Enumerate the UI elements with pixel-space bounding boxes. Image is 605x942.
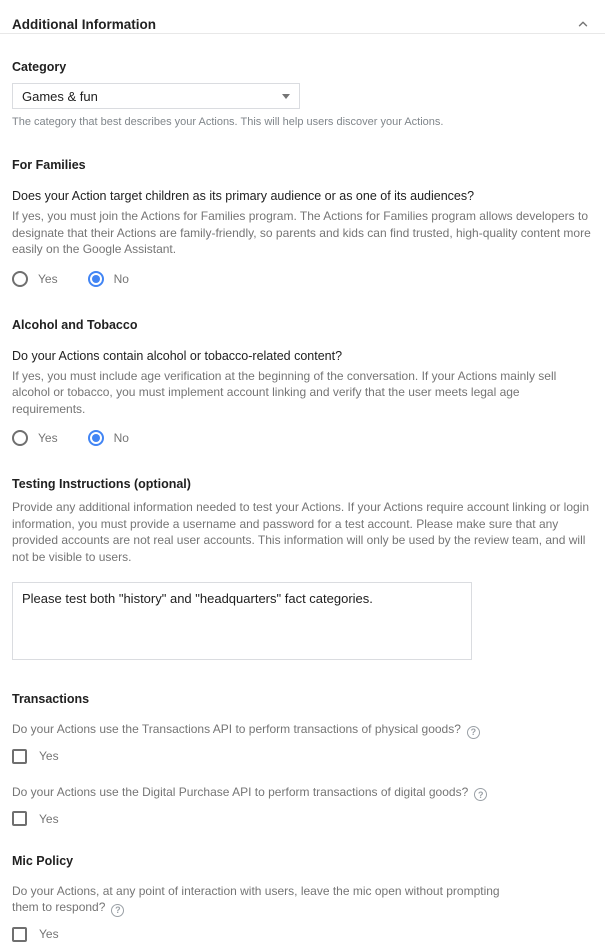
for-families-helper-text: If yes, you must join the Actions for Families program. The Actions for Families program allows developers to designate that their Actions are family-friendly, so parents and kids can find trusted, high-quality content more easily on the Google Assistant. xyxy=(12,209,591,256)
radio-button-icon[interactable] xyxy=(12,430,28,446)
checkbox-label: Yes xyxy=(39,927,59,941)
category-label: Category xyxy=(12,60,67,74)
checkbox-icon[interactable] xyxy=(12,927,27,942)
section-testing-instructions xyxy=(12,477,592,665)
transactions-physical-question xyxy=(12,721,592,739)
mic-policy-question xyxy=(12,883,512,917)
radio-button-icon[interactable] xyxy=(88,430,104,446)
transactions-digital-question xyxy=(12,784,592,802)
mic-policy-title: Mic Policy xyxy=(12,854,74,868)
testing-instructions-input[interactable] xyxy=(12,582,472,660)
radio-label: No xyxy=(113,271,129,286)
testing-instructions-helper-text: Provide any additional information needed to test your Actions. If your Actions require account linking or login information, you must provide a username and password for a test account. Please make sure that any provided accounts are not real user accounts. This information will only be used by the review team, and will not be visible to users. xyxy=(12,500,590,564)
panel-header xyxy=(12,0,592,33)
transactions-physical-checkbox-row[interactable] xyxy=(12,749,592,764)
mic-policy-checkbox-row[interactable] xyxy=(12,927,592,942)
transactions-digital-checkbox-row[interactable] xyxy=(12,811,592,826)
radio-button-icon[interactable] xyxy=(88,271,104,287)
radio-button-icon[interactable] xyxy=(12,271,28,287)
section-category xyxy=(12,60,592,128)
collapse-section-button[interactable] xyxy=(574,15,592,33)
question-text: Do your Actions use the Transactions API to perform transactions of physical goods? xyxy=(12,722,461,736)
for-families-radio-no[interactable] xyxy=(88,271,129,287)
alcohol-tobacco-title: Alcohol and Tobacco xyxy=(12,317,138,332)
checkbox-icon[interactable] xyxy=(12,749,27,764)
transactions-title: Transactions xyxy=(12,692,90,706)
alcohol-tobacco-radio-no[interactable] xyxy=(88,430,129,446)
for-families-radio-yes[interactable] xyxy=(12,271,58,287)
help-icon[interactable]: ? xyxy=(111,904,124,917)
help-icon[interactable]: ? xyxy=(467,726,480,739)
alcohol-tobacco-helper-text: If yes, you must include age verification at the beginning of the conversation. If your Actions mainly sell alcohol or tobacco, you must implement account linking and verify that the user meets legal age requirements. xyxy=(12,368,557,416)
checkbox-label: Yes xyxy=(39,811,59,826)
for-families-radio-group xyxy=(12,271,592,287)
alcohol-tobacco-radio-group xyxy=(12,430,592,446)
for-families-question: Does your Action target children as its primary audience or as one of its audiences? xyxy=(12,189,475,203)
header-divider xyxy=(0,33,605,34)
testing-instructions-title: Testing Instructions (optional) xyxy=(12,477,191,491)
radio-label: Yes xyxy=(38,271,58,286)
section-transactions xyxy=(12,692,592,826)
alcohol-tobacco-question: Do your Actions contain alcohol or tobacco-related content? xyxy=(12,348,343,363)
help-icon[interactable]: ? xyxy=(474,788,487,801)
category-select-value: Games & fun xyxy=(22,88,98,104)
section-alcohol-tobacco xyxy=(12,318,592,447)
question-text: Do your Actions, at any point of interaction with users, leave the mic open without prompting them to respond? xyxy=(12,884,500,914)
question-text: Do your Actions use the Digital Purchase API to perform transactions of digital goods? xyxy=(12,784,469,799)
section-mic-policy xyxy=(12,854,592,942)
section-for-families xyxy=(12,158,592,287)
checkbox-icon[interactable] xyxy=(12,811,27,826)
for-families-title: For Families xyxy=(12,158,86,172)
category-helper-text: The category that best describes your Actions. This will help users discover your Actions. xyxy=(12,116,444,128)
radio-label: No xyxy=(113,431,129,445)
page-title: Additional Information xyxy=(12,16,156,32)
radio-label: Yes xyxy=(38,431,58,445)
alcohol-tobacco-radio-yes[interactable] xyxy=(12,430,58,446)
dropdown-arrow-icon xyxy=(282,94,290,99)
category-select[interactable] xyxy=(12,83,300,109)
checkbox-label: Yes xyxy=(39,749,59,763)
chevron-up-icon xyxy=(576,17,590,31)
